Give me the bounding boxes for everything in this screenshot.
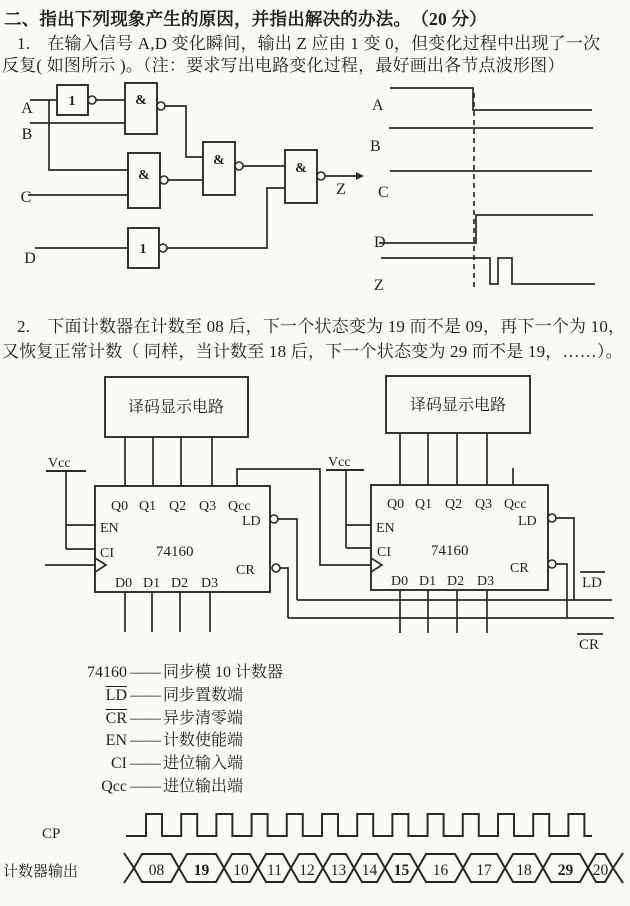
bus-state-values: [134, 854, 613, 882]
inversion-bubble: [157, 102, 165, 110]
pin-label: D0: [115, 576, 133, 591]
counter-output-bus: [3, 853, 623, 883]
q2-text-line1: 2. 下面计数器在计数至 08 后，下一个状态变为 19 而不是 09，再下一个为 10，: [17, 317, 626, 336]
legend-row: [69, 773, 283, 796]
gate-label: &: [295, 161, 307, 176]
pin-label: Qcc: [504, 497, 527, 512]
pin-label: D2: [171, 576, 189, 591]
bus-state-value: 13: [330, 862, 347, 879]
gate-label: 1: [68, 94, 76, 109]
pin-label: Q0: [111, 499, 129, 514]
legend-term: EN: [105, 732, 127, 750]
inversion-bubble: [88, 96, 96, 104]
pin-label: Q3: [199, 499, 217, 514]
q-output-lines: [125, 433, 487, 486]
ld-bus-label: LD: [582, 575, 602, 591]
logic-circuit-diagram: [21, 83, 364, 268]
gate-label: &: [135, 93, 147, 108]
load-clear-wires: [278, 518, 574, 618]
legend-dash: ——: [130, 664, 160, 681]
pin-label: EN: [376, 521, 395, 536]
inversion-bubble: [235, 162, 243, 170]
pin-label: CI: [100, 546, 114, 561]
waveform-label-c: C: [378, 184, 389, 201]
counter-output-label: 计数器输出: [3, 864, 79, 880]
bus-state-value: 29: [557, 862, 574, 879]
output-arrowhead: [356, 172, 364, 180]
legend-row: [69, 750, 283, 773]
inversion-bubble: [270, 515, 278, 523]
input-label-c: C: [20, 189, 32, 206]
legend-desc: 进位输出端: [163, 777, 244, 795]
q2-text-line2: 又恢复正常计数（ 同样，当计数至 18 后，下一个状态变为 29 而不是 19，……）。: [2, 342, 623, 361]
input-label-d: D: [24, 250, 36, 267]
input-label-b: B: [21, 126, 33, 143]
legend-dash: ——: [130, 709, 160, 727]
inversion-bubble: [272, 564, 280, 572]
pin-label: Q2: [445, 497, 463, 512]
pin-label: D1: [143, 576, 161, 591]
bus-state-value: 11: [267, 862, 282, 879]
legend-desc: 计数使能端: [163, 732, 244, 750]
legend: [69, 659, 283, 796]
vcc-wires: [66, 471, 95, 549]
legend-dash: ——: [130, 732, 160, 750]
chip-part-number: 74160: [156, 544, 194, 560]
waveform-label-b: B: [370, 138, 381, 155]
inversion-bubble: [159, 244, 167, 252]
cp-clock-waveform: [42, 814, 592, 842]
legend-dash: ——: [130, 777, 160, 795]
vcc-label: Vcc: [48, 456, 71, 471]
gate-label: 1: [139, 242, 147, 257]
bus-state-value: 12: [299, 862, 315, 879]
pin-label: CI: [377, 545, 391, 560]
pin-label: EN: [100, 521, 119, 536]
output-label-z: Z: [336, 181, 346, 198]
inversion-bubble: [548, 514, 556, 522]
pin-label: D2: [447, 574, 465, 589]
counter-circuit-diagram: [45, 376, 614, 653]
legend-row: [69, 727, 283, 750]
legend-desc: 进位输入端: [163, 755, 244, 773]
legend-term: $\overline{CR}$: [105, 709, 127, 727]
bus-lines: [288, 600, 614, 618]
pin-label: LD: [242, 514, 261, 529]
pin-label: D1: [419, 574, 437, 589]
bus-state-value: 18: [516, 862, 532, 879]
pin-label: CR: [510, 561, 529, 576]
decoder-display-label: 译码显示电路: [127, 399, 225, 416]
legend-dash: ——: [130, 686, 160, 704]
legend-dash: ——: [130, 755, 160, 773]
bus-state-value: 10: [233, 862, 249, 879]
legend-term: Qcc: [101, 777, 127, 795]
legend-term: CI: [111, 755, 127, 773]
q1-text-line2: 反复( 如图所示 )。（注：要求写出电路变化过程，最好画出各节点波形图）: [2, 56, 565, 75]
pin-label: LD: [518, 514, 537, 529]
nand-gate-box: [125, 83, 157, 134]
pin-label: Qcc: [228, 499, 251, 514]
legend-desc: 异步清零端: [163, 709, 244, 727]
pin-label: CR: [236, 563, 255, 578]
bus-state-value: 15: [393, 862, 410, 879]
gate-label: &: [213, 153, 225, 168]
inversion-bubble: [160, 176, 168, 184]
bus-state-value: 14: [361, 862, 378, 879]
pin-label: Q1: [415, 497, 433, 512]
legend-row: [69, 705, 283, 728]
cp-clock-trace: [126, 814, 592, 836]
section-heading: 二、指出下列现象产生的原因，并指出解决的办法。 （20 分）: [4, 9, 487, 29]
vcc-label: Vcc: [328, 455, 351, 470]
decoder-display-label: 译码显示电路: [409, 397, 507, 414]
q1-text-line1: 1. 在输入信号 A,D 变化瞬间，输出 Z 应由 1 变 0，但变化过程中出现了一次: [17, 34, 601, 53]
pin-label: D0: [391, 574, 409, 589]
bus-state-value: 16: [432, 862, 449, 879]
waveform-trace-z: [381, 258, 595, 284]
waveform-label-d: D: [374, 234, 386, 251]
bus-state-value: 08: [148, 862, 165, 879]
cr-bus-label: CR: [579, 637, 600, 653]
nand-gate-box: [285, 150, 317, 203]
input-label-a: A: [21, 100, 33, 117]
pin-label: Q2: [169, 499, 187, 514]
waveform-trace-d: [379, 215, 593, 243]
legend-term: 74160: [87, 664, 127, 681]
legend-row: [69, 682, 283, 705]
inversion-bubble: [548, 560, 556, 568]
bus-state-value: 19: [193, 862, 210, 879]
waveform-label-a: A: [372, 97, 384, 114]
pin-label: Q3: [475, 497, 493, 512]
pin-label: Q0: [387, 497, 405, 512]
bus-state-value: 20: [592, 862, 609, 879]
chip-part-number: 74160: [431, 543, 469, 559]
gate-label: &: [138, 168, 150, 183]
cp-label: CP: [42, 826, 61, 842]
waveform-trace-a: [390, 88, 592, 110]
pin-label: D3: [201, 576, 219, 591]
vcc-wires: [346, 470, 371, 548]
legend-desc: 同步置数端: [163, 686, 244, 704]
pin-label: Q1: [139, 499, 157, 514]
legend-row: [69, 659, 283, 682]
inversion-bubble: [317, 172, 325, 180]
bus-state-value: 17: [476, 862, 492, 879]
legend-term: $\overline{LD}$: [105, 686, 127, 704]
pin-label: D3: [477, 574, 495, 589]
nand-gate-box: [203, 142, 235, 195]
legend-desc: 同步模 10 计数器: [163, 664, 284, 681]
glitch-waveform-diagram: [370, 88, 595, 294]
d-input-stubs: [125, 590, 487, 633]
waveform-label-z: Z: [374, 277, 384, 294]
clock-edge-symbol: [371, 558, 382, 572]
